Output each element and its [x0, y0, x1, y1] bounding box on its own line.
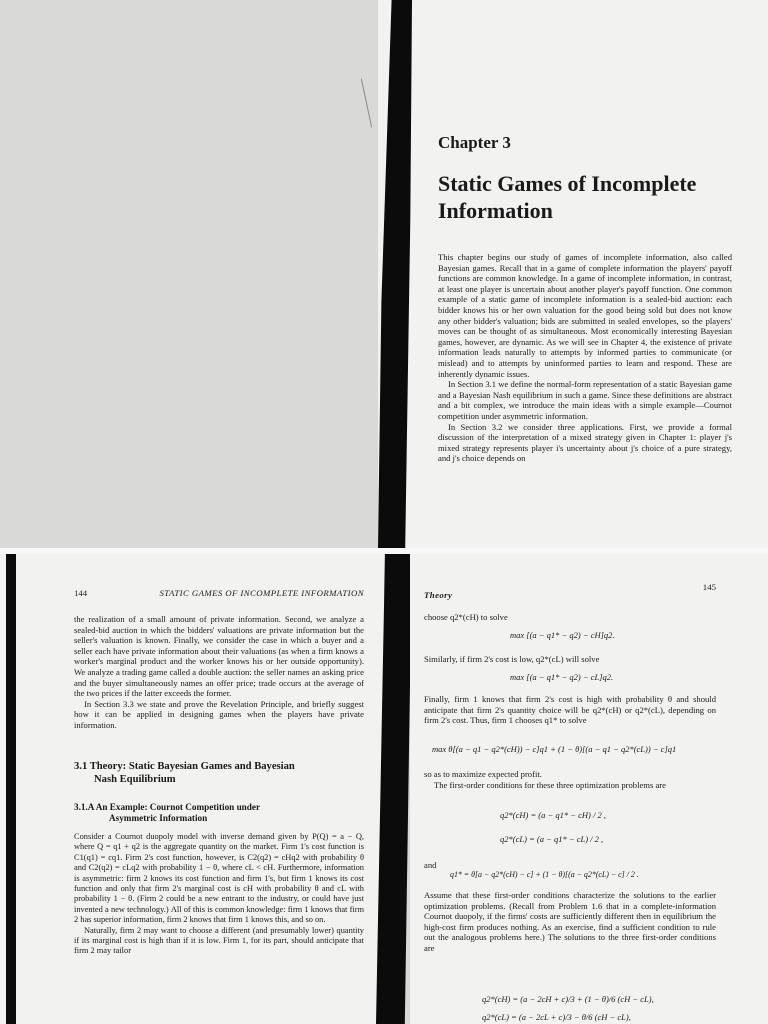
- top-page: [378, 0, 768, 548]
- line-so-as: so as to maximize expected profit.: [424, 769, 542, 779]
- section-heading-line-2: Nash Equilibrium: [94, 774, 176, 785]
- right-running-head: Theory: [424, 590, 453, 600]
- left-margin-shadow: [6, 554, 16, 1024]
- line-similarly: Similarly, if firm 2's cost is low, q2*(cL) will solve: [424, 654, 600, 664]
- subsection-heading-line-2: Asymmetric Information: [109, 813, 208, 823]
- equation-max-high-cost: max [(a − q1* − q2) − cH]q2.: [510, 630, 615, 640]
- continuation-paragraph: the realization of a small amount of private information. Second, we analyze a sealed-bid auction in which the bidders' valuations are private information but the seller's valuation is known. Finally, we consider the case in which a buyer and a seller each have private information about their valuations (as when a firm knows a worker's marginal product and the worker knows his or her outside opportunity). We analyze a trading game called a double auction: the seller names an asking price and the buyer simultaneously names an offer price; trade occurs at the average of the two prices if the latter exceeds the former.: [74, 614, 364, 699]
- subsection-heading-3-1-a: [74, 802, 364, 824]
- left-running-head: STATIC GAMES OF INCOMPLETE INFORMATION: [159, 588, 364, 598]
- equation-max-low-cost: max [(a − q1* − q2) − cL]q2.: [510, 672, 614, 682]
- section-overview-paragraph-2: In Section 3.2 we consider three applications. First, we provide a formal discussion of the interpretation of a mixed strategy given in Chapter 1: player j's mixed strategy represents player i's uncertainty about j's choice of a pure strategy, and j's choice depends on: [438, 421, 732, 464]
- paragraph-finally: Finally, firm 1 knows that firm 2's cost is high with probability θ and should anticipate that firm 2's quantity choice will be q2*(cH) or q2*(cL), depending on firm 2's cost. Thus, firm 1 chooses q1* to solve: [424, 694, 716, 726]
- left-page-number: 144: [74, 588, 88, 598]
- pencil-mark: [361, 78, 372, 127]
- equation-foc-firm-1: q1* = θ[a − q2*(cH) − c] + (1 − θ)[(a − q2*(cL) − c] / 2 .: [450, 870, 639, 879]
- line-choose: choose q2*(cH) to solve: [424, 612, 508, 622]
- subsection-heading-line-1: 3.1.A An Example: Cournot Competition under: [74, 802, 261, 812]
- cournot-paragraph: Consider a Cournot duopoly model with inverse demand given by P(Q) = a − Q, where Q = q1 + q2 is the aggregate quantity on the market. Firm 1's cost function is C1(q1) = cq1. Firm 2's cost function, however, is C2(q2) = cHq2 with probability θ and C2(q2) = cLq2 with probability 1 − θ, where cL < cH. Furthermore, information is asymmetric: firm 2 knows its cost function and firm 1's, but firm 1 knows its cost function and only that firm 2's marginal cost is cH with probability θ and cL with probability 1 − θ. (Firm 2 could be a new entrant to the industry, or could have just invented a new technology.) All of this is common knowledge: firm 1 knows that firm 2 has superior information, firm 2 knows that firm 1 knows this, and so on.: [74, 832, 364, 925]
- section-heading-line-1: 3.1 Theory: Static Bayesian Games and Bayesian: [74, 761, 295, 772]
- word-and: and: [424, 860, 437, 870]
- equation-solution-low: q2*(cL) = (a − 2cL + c)/3 − θ/6 (cH − cL),: [482, 1012, 631, 1022]
- right-page-number: 145: [702, 582, 716, 592]
- equation-foc-low: q2*(cL) = (a − q1* − cL) / 2 ,: [500, 834, 604, 844]
- section-heading-3-1: [74, 760, 364, 786]
- section-3-3-paragraph: In Section 3.3 we state and prove the Revelation Principle, and briefly suggest how it can be applied in designing games when the players have private information.: [74, 698, 364, 730]
- paragraph-assume: Assume that these first-order conditions characterize the solutions to the earlier optimization problems. (Recall from Problem 1.6 that in a complete-information Cournot duopoly, if the firms' costs are sufficiently different then in equilibrium the high-cost firm produces nothing. As an exercise, find a sufficient condition to rule out the analogous problems here.) The solutions to the three first-order conditions are: [424, 890, 716, 953]
- left-text-block: [74, 614, 364, 731]
- closing-paragraph: Naturally, firm 2 may want to choose a different (and presumably lower) quantity if its marginal cost is high than if it is low. Firm 1, for its part, should anticipate that firm 2 may tailor: [74, 925, 364, 956]
- equation-max-firm-1: max θ[(a − q1 − q2*(cH)) − c]q1 + (1 − θ)[(a − q1 − q2*(cL)) − c]q1: [432, 744, 677, 754]
- equation-foc-high: q2*(cH) = (a − q1* − cH) / 2 ,: [500, 810, 606, 820]
- chapter-title-line-1: Static Games of Incomplete: [438, 171, 697, 196]
- intro-paragraph: This chapter begins our study of games of incomplete information, also called Bayesian games. Recall that in a game of complete information the players' payoff functions are common knowledge. In a game of incomplete information, in contrast, at least one player is uncertain about another player's payoff function. One common example of a static game of incomplete information is a sealed-bid auction: each bidder knows his or her own valuation for the good being sold but does not know any other bidder's valuation; bids are submitted in sealed envelopes, so the players' moves can be thought of as simultaneous. Most economically interesting Bayesian games, however, are dynamic. As we will see in Chapter 4, the existence of private information leads naturally to attempts by informed parties to communicate (or mislead) and to attempts by uninformed parties to learn and respond. These are inherently dynamic issues.: [438, 252, 732, 379]
- equation-solution-high: q2*(cH) = (a − 2cH + c)/3 + (1 − θ)/6 (cH − cL),: [482, 994, 654, 1004]
- chapter-label: Chapter 3: [438, 133, 511, 152]
- intro-text-block: [438, 252, 732, 464]
- paragraph-foc: The first-order conditions for these three optimization problems are: [434, 780, 666, 790]
- chapter-title-line-2: Information: [438, 198, 553, 223]
- section-overview-paragraph-1: In Section 3.1 we define the normal-form representation of a static Bayesian game and a Bayesian Nash equilibrium in such a game. Since these definitions are abstract and a bit complex, we introduce the main ideas with a simple example—Cournot competition under asymmetric information.: [438, 379, 732, 421]
- left-page-header: [74, 588, 364, 598]
- right-page: [410, 554, 768, 1024]
- left-body-block: [74, 832, 364, 957]
- chapter-title: [438, 170, 696, 224]
- left-page: [0, 554, 384, 1024]
